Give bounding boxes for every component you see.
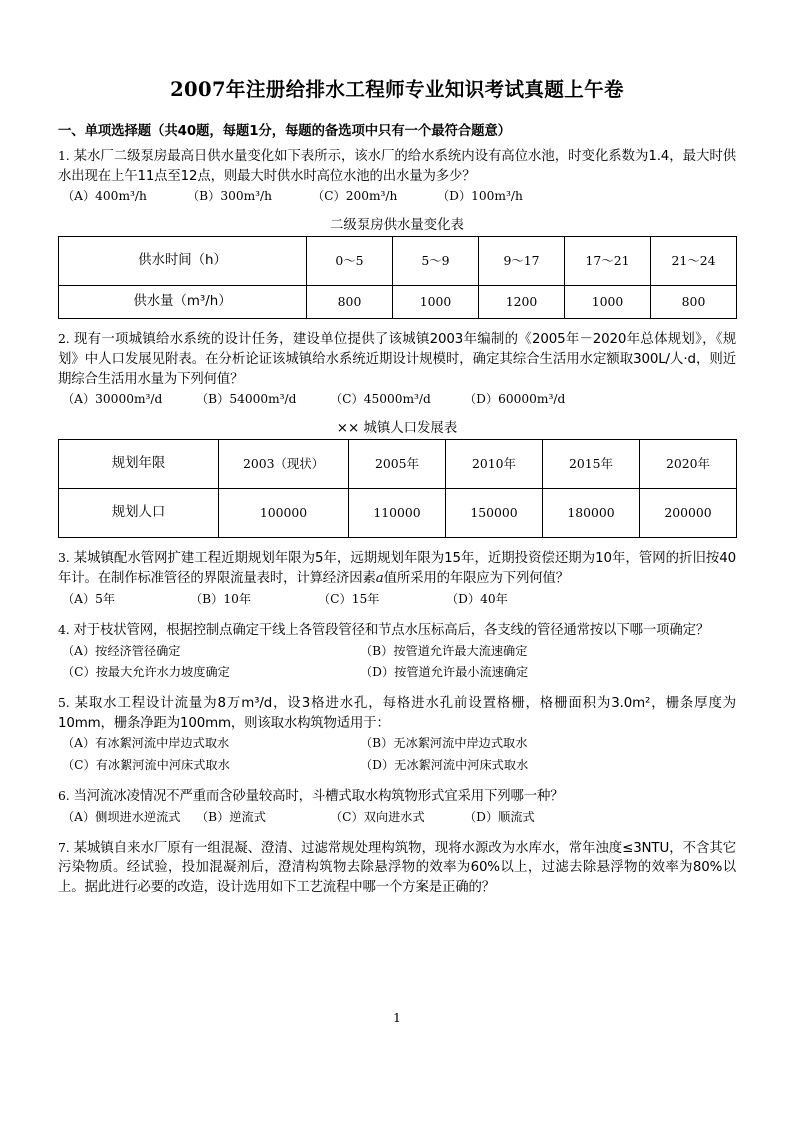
question-2-options bbox=[58, 390, 736, 410]
table-row bbox=[59, 286, 737, 319]
page-title: 2007年注册给排水工程师专业知识考试真题上午卷 bbox=[170, 78, 624, 101]
question-4-option-a[interactable]: （A）按经济管径确定 bbox=[62, 643, 181, 658]
question-1-option-a[interactable]: （A）400m³/h bbox=[62, 189, 147, 204]
question-7 bbox=[58, 839, 736, 898]
question-4-option-b[interactable]: （B）按管道允许最大流速确定 bbox=[360, 643, 528, 658]
question-1-option-c[interactable]: （C）200m³/h bbox=[312, 189, 398, 204]
question-1-text bbox=[58, 147, 736, 187]
question-2-stem: 现有一项城镇给水系统的设计任务，建设单位提供了该城镇2003年编制的《2005年－2020年总体规划》，《规划》中人口发展见附表。在分析论证该城镇给水系统近期设计规模时，确定其综合生活用水定额取300L/人·d，则近期综合生活用水量为下列何值？ bbox=[58, 332, 736, 387]
question-1 bbox=[58, 147, 736, 208]
question-3-stem-after: 值所采用的年限应为下列何值？ bbox=[383, 570, 569, 586]
table-2-row-0-cell-1: 2005年 bbox=[349, 440, 446, 489]
table-2-row-1-label: 规划人口 bbox=[59, 489, 219, 538]
question-3-text bbox=[58, 549, 736, 589]
question-6-option-b[interactable]: （B）逆流式 bbox=[196, 809, 266, 824]
table-1-row-0-cell-0: 0～5 bbox=[307, 237, 393, 286]
question-4-text bbox=[58, 621, 736, 641]
question-2-option-b[interactable]: （B）54000m³/d bbox=[196, 392, 297, 407]
question-1-stem: 某水厂二级泵房最高日供水量变化如下表所示，该水厂的给水系统内设有高位水池，时变化系数为1.4，最大时供水出现在上午11点至12点，则最大时供水时高位水池的出水量为多少？ bbox=[58, 148, 736, 184]
question-6-number: 6. bbox=[58, 787, 70, 803]
table-2-row-0-cell-2: 2010年 bbox=[446, 440, 543, 489]
question-6-stem: 当河流冰凌情况不严重而含砂量较高时，斗槽式取水构筑物形式宜采用下列哪一种？ bbox=[73, 788, 564, 804]
question-5-number: 5. bbox=[58, 694, 70, 710]
question-6-options bbox=[58, 808, 736, 828]
table-2-row-1-cell-3: 180000 bbox=[543, 489, 640, 538]
question-6 bbox=[58, 787, 736, 828]
question-5-text bbox=[58, 694, 736, 734]
table-1-row-1-label: 供水量（m³/h） bbox=[59, 286, 307, 319]
question-2-option-a[interactable]: （A）30000m³/d bbox=[62, 392, 163, 407]
question-4 bbox=[58, 621, 736, 683]
table-row bbox=[59, 237, 737, 286]
table-2-row-1-cell-1: 110000 bbox=[349, 489, 446, 538]
table-1-row-0-cell-3: 17～21 bbox=[565, 237, 651, 286]
question-3-variable: a bbox=[375, 570, 384, 586]
question-5-options-row-1 bbox=[58, 734, 736, 754]
table-2-row-0-cell-3: 2015年 bbox=[543, 440, 640, 489]
question-4-options-row-1 bbox=[58, 642, 736, 662]
question-2-text bbox=[58, 330, 736, 389]
table-1 bbox=[58, 236, 737, 319]
question-2 bbox=[58, 330, 736, 411]
question-4-number: 4. bbox=[58, 621, 70, 637]
table-1-row-1-cell-3: 1000 bbox=[565, 286, 651, 319]
question-2-option-c[interactable]: （C）45000m³/d bbox=[330, 392, 431, 407]
question-1-option-d[interactable]: （D）100m³/h bbox=[437, 189, 523, 204]
table-1-row-1-cell-4: 800 bbox=[651, 286, 737, 319]
question-5-option-b[interactable]: （B）无冰絮河流中岸边式取水 bbox=[360, 736, 528, 751]
question-4-options-row-2 bbox=[58, 663, 736, 683]
table-1-row-1-cell-0: 800 bbox=[307, 286, 393, 319]
table-row bbox=[59, 440, 737, 489]
question-3-number: 3. bbox=[58, 550, 70, 566]
question-3-option-d[interactable]: （D）40年 bbox=[446, 591, 508, 606]
table-2-caption: ×× 城镇人口发展表 bbox=[336, 420, 458, 436]
question-4-option-c[interactable]: （C）按最大允许水力坡度确定 bbox=[62, 664, 230, 679]
question-6-option-c[interactable]: （C）双向进水式 bbox=[330, 809, 425, 824]
table-2-row-0-label: 规划年限 bbox=[59, 440, 219, 489]
question-3-stem-before: 某城镇配水管网扩建工程近期规划年限为5年，远期规划年限为15年，近期投资偿还期为10年，管网的折旧按40年计。在制作标准管径的界限流量表时，计算经济因素 bbox=[58, 551, 736, 586]
question-1-options bbox=[58, 187, 736, 207]
question-3 bbox=[58, 549, 736, 610]
question-1-number: 1. bbox=[58, 147, 70, 163]
question-2-number: 2. bbox=[58, 331, 70, 346]
table-1-row-1-cell-1: 1000 bbox=[393, 286, 479, 319]
question-5-option-d[interactable]: （D）无冰絮河流中河床式取水 bbox=[360, 757, 529, 772]
section-heading: 一、单项选择题（共40题，每题1分，每题的备选项中只有一个最符合题意） bbox=[58, 124, 511, 140]
table-1-row-0-cell-1: 5～9 bbox=[393, 237, 479, 286]
table-row bbox=[59, 489, 737, 538]
table-2-row-1-cell-0: 100000 bbox=[219, 489, 349, 538]
question-4-stem: 对于枝状管网，根据控制点确定干线上各管段管径和节点水压标高后，各支线的管径通常按以下哪一项确定？ bbox=[73, 622, 710, 638]
page-number: 1 bbox=[393, 1010, 401, 1025]
table-1-row-0-cell-4: 21～24 bbox=[651, 237, 737, 286]
question-4-option-d[interactable]: （D）按管道允许最小流速确定 bbox=[360, 664, 529, 679]
table-1-caption: 二级泵房供水量变化表 bbox=[330, 217, 464, 233]
question-7-text bbox=[58, 839, 736, 898]
table-2-row-0-cell-4: 2020年 bbox=[640, 440, 737, 489]
question-3-option-b[interactable]: （B）10年 bbox=[190, 591, 252, 606]
question-3-option-c[interactable]: （C）15年 bbox=[318, 591, 380, 606]
table-2-row-1-cell-4: 200000 bbox=[640, 489, 737, 538]
question-2-option-d[interactable]: （D）60000m³/d bbox=[464, 392, 566, 407]
question-5-option-a[interactable]: （A）有冰絮河流中岸边式取水 bbox=[62, 736, 230, 751]
table-2-row-0-cell-0: 2003（现状） bbox=[219, 440, 349, 489]
question-6-option-a[interactable]: （A）侧坝进水逆流式 bbox=[62, 809, 181, 824]
question-3-options bbox=[58, 590, 736, 610]
question-5-stem: 某取水工程设计流量为8万m³/d，设3格进水孔，每格进水孔前设置格栅，格栅面积为3.0m²，栅条厚度为10mm，栅条净距为100mm，则该取水构筑物适用于： bbox=[58, 695, 736, 731]
question-5-option-c[interactable]: （C）有冰絮河流中河床式取水 bbox=[62, 757, 230, 772]
question-6-option-d[interactable]: （D）顺流式 bbox=[464, 809, 535, 824]
table-2 bbox=[58, 439, 737, 538]
question-6-text bbox=[58, 787, 736, 807]
question-5 bbox=[58, 694, 736, 776]
question-3-option-a[interactable]: （A）5年 bbox=[62, 591, 116, 606]
question-5-options-row-2 bbox=[58, 756, 736, 776]
question-7-number: 7. bbox=[58, 839, 70, 855]
table-1-row-1-cell-2: 1200 bbox=[479, 286, 565, 319]
table-1-row-0-cell-2: 9～17 bbox=[479, 237, 565, 286]
table-1-row-0-label: 供水时间（h） bbox=[59, 237, 307, 286]
table-2-row-1-cell-2: 150000 bbox=[446, 489, 543, 538]
question-7-stem: 某城镇自来水厂原有一组混凝、澄清、过滤常规处理构筑物，现将水源改为水库水，常年浊度≤3NTU，不含其它污染物质。经试验，投加混凝剂后，澄清构筑物去除悬浮物的效率为60%以上，过滤去除悬浮物的效率为80%以上。据此进行必要的改造，设计选用如下工艺流程中哪一个方案是正确的？ bbox=[58, 840, 736, 896]
question-1-option-b[interactable]: （B）300m³/h bbox=[187, 189, 272, 204]
